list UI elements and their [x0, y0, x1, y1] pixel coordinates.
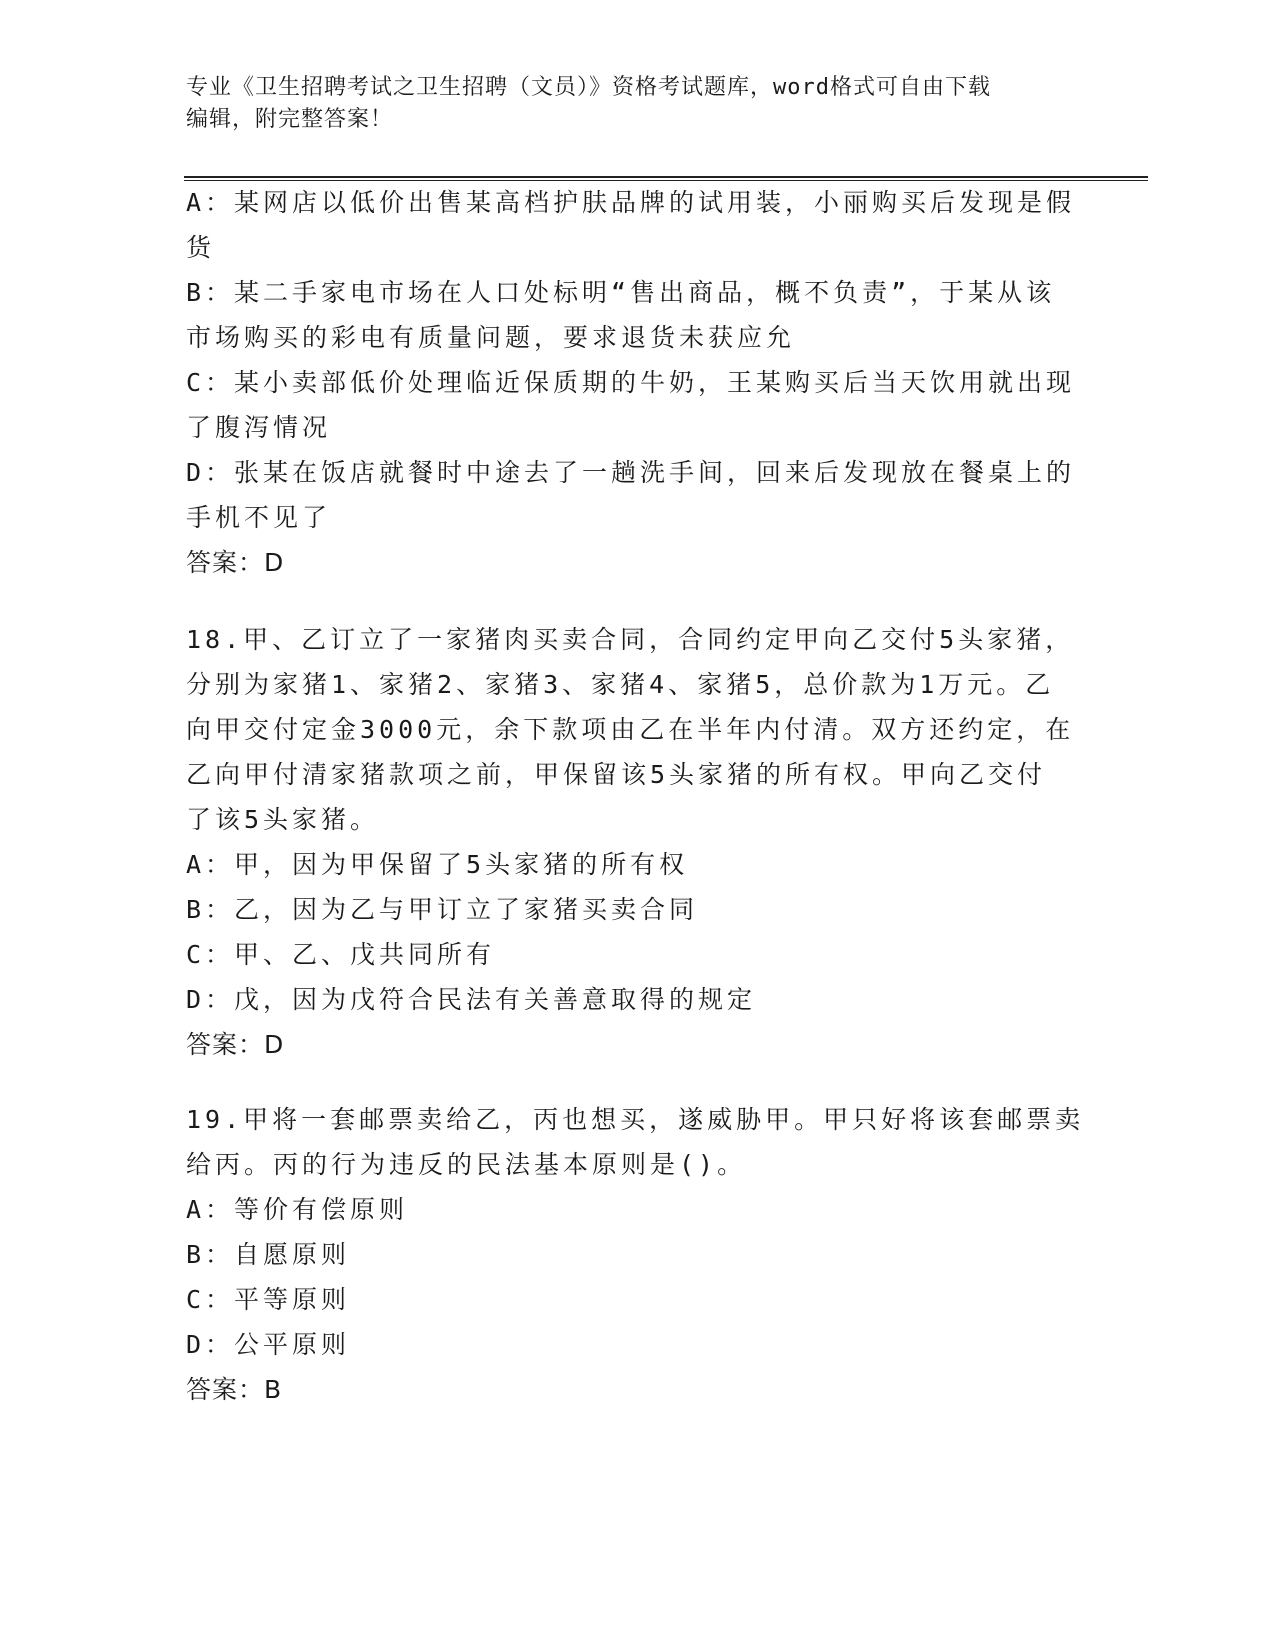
answer-17: 答案：D [186, 548, 285, 577]
question-18-option-a: A：甲，因为甲保留了5头家猪的所有权 [186, 850, 689, 879]
question-18-stem-line-3: 向甲交付定金3000元，余下款项由乙在半年内付清。双方还约定，在 [186, 715, 1075, 744]
option-b-line-1: B：某二手家电市场在人口处标明“售出商品，概不负责”，于某从该 [186, 278, 1056, 307]
question-19 [186, 1097, 1086, 1412]
header-line-2: 编辑，附完整答案！ [186, 107, 394, 132]
answer-18: 答案：D [186, 1030, 285, 1059]
question-19-option-d: D：公平原则 [186, 1330, 351, 1359]
document-header [186, 72, 1086, 136]
question-19-option-b: B：自愿原则 [186, 1240, 351, 1269]
question-18-stem-line-5: 了该5头家猪。 [186, 805, 380, 834]
option-c-line-1: C：某小卖部低价处理临近保质期的牛奶，王某购买后当天饮用就出现 [186, 368, 1076, 397]
header-line-1: 专业《卫生招聘考试之卫生招聘（文员）》资格考试题库，word格式可自由下载 [186, 75, 991, 100]
question-18-option-d: D：戊，因为戊符合民法有关善意取得的规定 [186, 985, 757, 1014]
option-d-line-2: 手机不见了 [186, 503, 332, 532]
question-18 [186, 617, 1086, 1067]
question-19-stem-line-2: 给丙。丙的行为违反的民法基本原则是()。 [186, 1150, 747, 1179]
question-19-stem-line-1: 19.甲将一套邮票卖给乙，丙也想买，遂威胁甲。甲只好将该套邮票卖 [186, 1105, 1085, 1134]
option-d-line-1: D：张某在饭店就餐时中途去了一趟洗手间，回来后发现放在餐桌上的 [186, 458, 1076, 487]
option-a-line-2: 货 [186, 233, 216, 262]
answer-19: 答案：B [186, 1375, 283, 1404]
question-18-option-b: B：乙，因为乙与甲订立了家猪买卖合同 [186, 895, 699, 924]
question-19-option-c: C：平等原则 [186, 1285, 351, 1314]
question-18-stem-line-1: 18.甲、乙订立了一家猪肉买卖合同，合同约定甲向乙交付5头家猪， [186, 625, 1075, 654]
option-c-line-2: 了腹泻情况 [186, 413, 332, 442]
question-18-stem-line-2: 分别为家猪1、家猪2、家猪3、家猪4、家猪5，总价款为1万元。乙 [186, 670, 1055, 699]
option-a-line-1: A：某网店以低价出售某高档护肤品牌的试用装，小丽购买后发现是假 [186, 188, 1076, 217]
question-19-option-a: A：等价有偿原则 [186, 1195, 409, 1224]
question-18-option-c: C：甲、乙、戊共同所有 [186, 940, 496, 969]
option-b-line-2: 市场购买的彩电有质量问题，要求退货未获应允 [186, 323, 796, 352]
question-17-options [186, 180, 1086, 585]
question-18-stem-line-4: 乙向甲付清家猪款项之前，甲保留该5头家猪的所有权。甲向乙交付 [186, 760, 1047, 789]
